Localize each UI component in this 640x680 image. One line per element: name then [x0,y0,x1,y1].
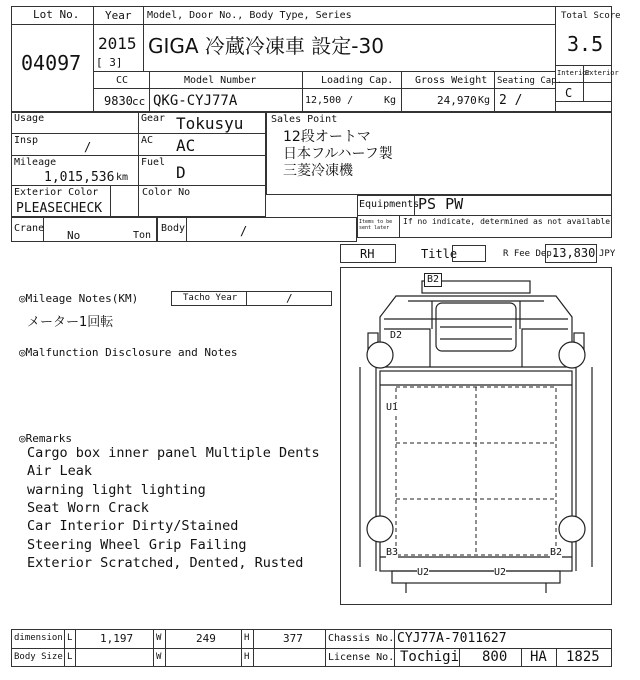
remark-line: Cargo box inner panel Multiple Dents [27,445,320,461]
usage-label: Usage [14,113,45,124]
chassis-label: Chassis No. [328,633,395,644]
cc-unit: cc [132,95,146,108]
body-size-label: Body Size [14,652,63,662]
model-number-label: Model Number [184,75,257,86]
rfee-value: 13,830 [552,246,596,260]
dimension-label: dimension [14,633,63,643]
body-box [157,217,357,242]
gross-weight-unit: Kg [478,95,491,106]
mileage-unit: km [116,172,129,183]
model-number-value: QKG-CYJ77A [153,93,238,109]
remark-line: Exterior Scratched, Dented, Rusted [27,555,304,571]
series-label: Model, Door No., Body Type, Series [147,10,352,21]
bs-w-label: W [156,652,162,662]
sales-point-3: 三菱冷凍機 [283,163,353,179]
ac-label: AC [141,135,154,146]
damage-mark-u2-right: U2 [494,567,507,578]
equipment-availability-note: If no indicate, determined as not available [403,217,611,226]
damage-mark-d2: D2 [390,330,403,341]
seating-cap-label: Seating Cap. [497,76,563,86]
remark-line: Seat Worn Crack [27,500,149,516]
rfee-label: R Fee Dep. [503,249,558,259]
dim-h-value: 377 [283,632,303,645]
crane-unit: Ton [133,230,152,241]
year-sub: [ 3] [96,56,123,69]
bs-l-label: L [67,652,73,662]
lot-label: Lot No. [33,8,80,21]
sales-point-2: 日本フルハーフ製 [283,146,393,162]
tacho-label: Tacho Year [183,293,238,303]
mileage-label: Mileage [14,157,57,168]
truck-diagram [340,267,612,605]
dim-l-label: L [67,633,73,643]
loading-cap-value: 12,500 / [305,95,354,106]
title-value-box [452,245,486,262]
dim-l-value: 1,197 [100,632,134,645]
sales-point-label: Sales Point [271,114,338,125]
cc-label: CC [116,75,129,86]
license-kana: HA [530,649,547,665]
lot-number: 04097 [21,51,82,75]
license-class: 800 [482,649,508,665]
remark-line: warning light lighting [27,482,206,498]
damage-mark-b2-front: B2 [424,273,442,287]
exterior-color-label: Exterior Color [14,187,99,198]
color-no-label: Color No [142,187,191,198]
rfee-unit: JPY [599,249,616,259]
remark-line: Car Interior Dirty/Stained [27,518,239,534]
loading-cap-label: Loading Cap. [321,75,394,86]
dim-w-label: W [156,633,162,643]
license-number: 1825 [566,649,600,665]
title-label: Title [421,247,458,261]
license-area: Tochigi [400,649,460,665]
loading-cap-unit: Kg [384,95,397,106]
damage-mark-u1: U1 [386,402,399,413]
remark-line: Steering Wheel Grip Failing [27,537,247,553]
dim-w-value: 249 [196,632,216,645]
damage-mark-b2-rear: B2 [550,547,563,558]
insp-label: Insp [14,135,39,146]
cc-value: 9830 [104,94,133,108]
crane-label: Crane [14,223,45,234]
equipments-value: PS PW [418,195,464,213]
seating-cap-value: 2 / [499,93,523,108]
items-sent-later-note: Items to be sent later [359,219,393,231]
fuel-label: Fuel [141,157,166,168]
license-label: License No. [328,652,395,663]
fuel-value: D [176,163,186,182]
interior-score: C [565,86,573,100]
steering-value: RH [360,247,375,261]
year-value: 2015 [98,34,137,53]
gross-weight-value: 24,970 [437,94,477,107]
total-score-label: Total Score [561,11,621,21]
damage-mark-b3: B3 [386,547,399,558]
remarks-label: ◎Remarks [19,432,72,445]
bs-h-label: H [244,652,250,662]
meter-note: メーター1回転 [27,315,114,330]
insp-value: / [84,140,92,154]
chassis-value: CYJ77A-7011627 [397,631,507,646]
remark-line: Air Leak [27,463,93,479]
gross-weight-label: Gross Weight [415,75,488,86]
ac-value: AC [176,136,196,155]
total-score-value: 3.5 [567,32,604,56]
crane-value: No [67,229,81,242]
sales-point-1: 12段オートマ [283,129,371,145]
interior-label: Interior [557,69,591,77]
gear-value: Tokusyu [176,114,244,133]
tacho-value: / [286,292,293,305]
series-value: GIGA 冷蔵冷凍車 設定-30 [148,34,384,58]
body-value: / [240,224,248,238]
mileage-notes-label: ◎Mileage Notes(KM) [19,292,139,305]
dim-h-label: H [244,633,250,643]
exterior-label: Exterior [585,69,619,77]
mileage-value: 1,015,536 [44,170,115,185]
gear-label: Gear [141,113,166,124]
equipments-label: Equipments [359,199,420,210]
damage-mark-u2-left: U2 [417,567,430,578]
malfunction-label: ◎Malfunction Disclosure and Notes [19,346,238,359]
body-label: Body [161,223,186,234]
exterior-color-value: PLEASECHECK [16,201,103,216]
year-label: Year [105,9,132,22]
